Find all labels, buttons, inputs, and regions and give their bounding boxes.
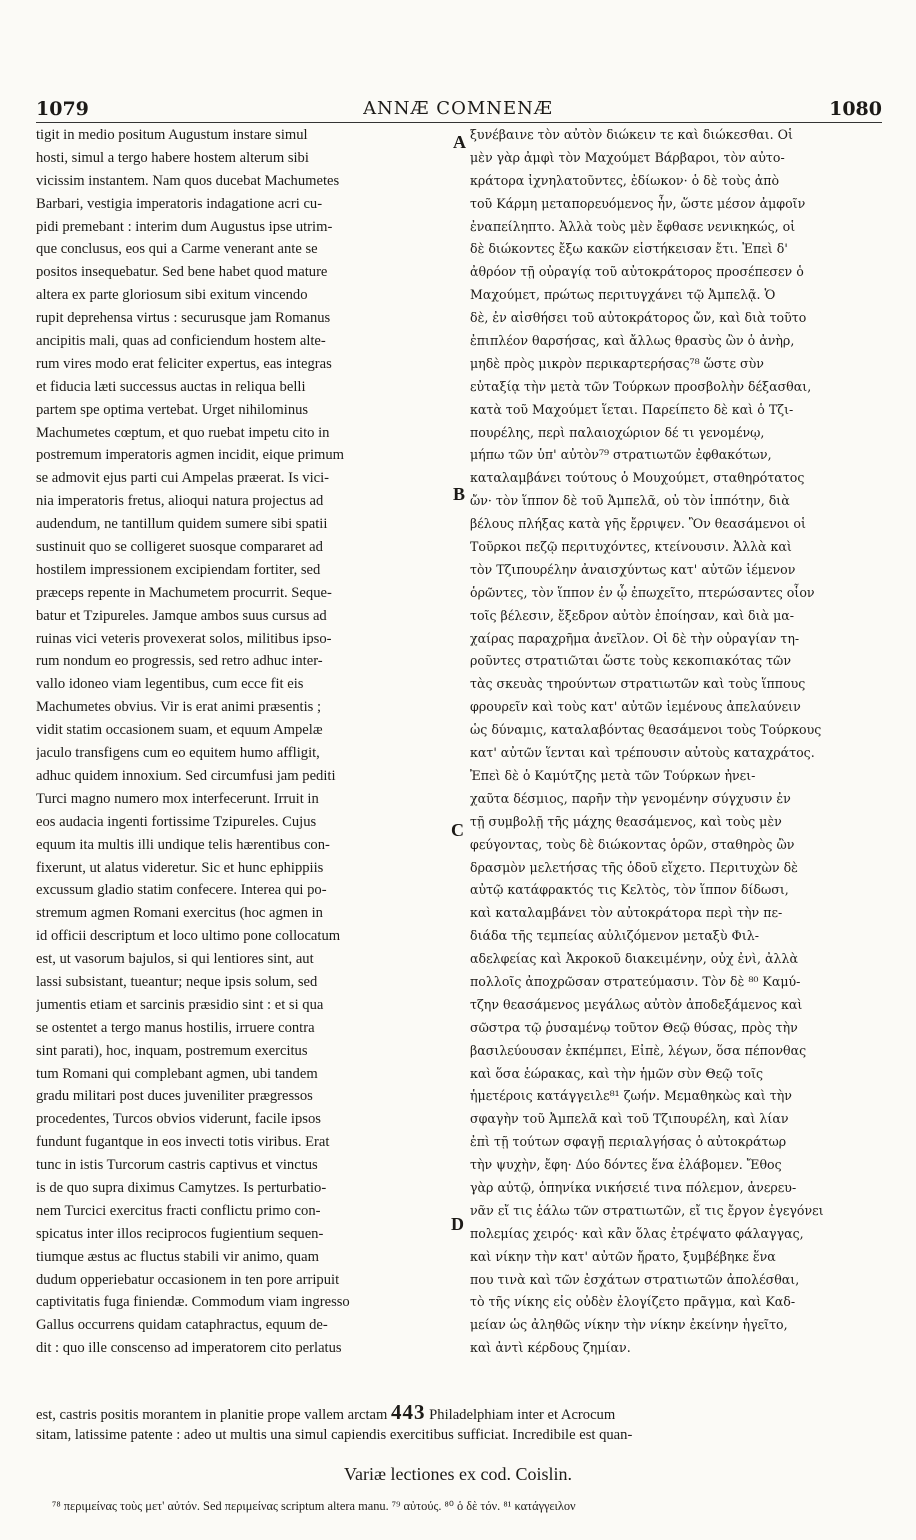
greek-line: φεύγοντας, τοὺς δὲ διώκοντας ὁρῶν, σταθηρὸς ὢν	[470, 836, 795, 852]
full-width-line: sitam, latissime patente : adeo ut multis una simul capiendis exercitibus sufficiat. Incredibile est quan-	[36, 1426, 633, 1443]
greek-line: Ἐπεὶ δὲ ὁ Καμύτζης μετὰ τῶν Τούρκων ἠνει-	[470, 767, 756, 783]
greek-line: τζην θεασάμενος μεγάλως αὐτὸν ἀποδεξάμενος καὶ	[470, 996, 803, 1012]
latin-line: vidit statim occasionem suam, et equum Ampelæ	[36, 722, 323, 739]
greek-line: τὸ τῆς νίκης εἰς οὐδὲν ἐλογίζετο πρᾶγμα, καὶ Καδ-	[470, 1294, 796, 1310]
latin-line: pidi premebant : interim dum Augustus ipse utrim-	[36, 218, 333, 235]
latin-line: gradu militari post duces juveniliter prægressos	[36, 1088, 313, 1105]
page-header	[0, 98, 916, 122]
latin-line: excussum gladio statim confecere. Interea qui po-	[36, 882, 327, 899]
greek-line: γὰρ αὐτῷ, ὁπηνίκα νικήσειέ τινα πόλεμον, ἀνερευ-	[470, 1179, 797, 1195]
margin-marker-b: B	[453, 484, 466, 504]
latin-line: is de quo supra diximus Camytzes. Is perturbatio-	[36, 1179, 327, 1196]
header-rule	[36, 122, 882, 123]
greek-line: ἐπὶ τῇ τούτων σφαγῇ περιαλγήσας ὁ αὐτοκράτωρ	[470, 1134, 787, 1150]
greek-line: ὁρῶντες, τὸν ἵππον ἐν ᾧ ἐπωχεῖτο, πτερώσαντες οἷον	[470, 584, 815, 600]
latin-line: dit : quo ille conscenso ad imperatorem cito perlatus	[36, 1340, 342, 1357]
latin-line: postremum imperatoris agmen incidit, eique primum	[36, 447, 345, 464]
latin-line: que conclusus, eos qui a Carme venerant ante se	[36, 241, 318, 258]
greek-line: δὲ διώκοντες ἔξω κακῶν εἱστήκεισαν ἔτι. Ἐπεὶ δ'	[470, 241, 788, 257]
greek-line: σφαγὴν τοῦ Ἀμπελᾶ καὶ τοῦ Τζιπουρέλη, καὶ λίαν	[470, 1111, 789, 1127]
greek-line: χαίρας παραχρῆμα ἀνεῖλον. Οἱ δὲ τὴν οὐραγίαν τη-	[470, 630, 800, 646]
greek-line: μηδὲ πρὸς μικρὸν περικαρτερήσας⁷⁸ ὥστε σὺν	[470, 355, 764, 371]
latin-line: Turci magno numero mox interfecerunt. Irruit in	[36, 790, 319, 807]
greek-line: πολλοῖς ἀποχρῶσαν στρατεύμασιν. Τὸν δὲ ⁸⁰ Καμύ-	[470, 973, 801, 989]
greek-line: κατὰ τοῦ Μαχούμετ ἵεται. Παρείπετο δὲ καὶ ὁ Τζι-	[470, 401, 794, 417]
latin-line: et fiducia læti successus auctas in reliqua belli	[36, 378, 306, 395]
greek-line: κράτορα ἰχνηλατοῦντες, ἐδίωκον· ὁ δὲ τοὺς ἀπὸ	[470, 172, 780, 188]
greek-line: τοῖς βέλεσιν, ἔξεδρον αὐτὸν ἐποίησαν, καὶ διὰ μα-	[470, 607, 795, 623]
latin-line: audendum, ne tantillum quidem sumere sibi spatii	[36, 516, 328, 533]
latin-line: se ostentet a tergo manus hostilis, irruere contra	[36, 1019, 315, 1036]
greek-line: τὴν ψυχὴν, ἔφη· Δύο δόντες ἕνα ἐλάβομεν. Ἔθος	[470, 1157, 782, 1173]
latin-line: captivitatis fuga finiendæ. Commodum viam ingresso	[36, 1294, 350, 1311]
latin-line: ancipitis mali, quas ad conficiendum hostem alte-	[36, 333, 326, 350]
latin-line: eos audacia ingenti fortissime Tzipureles. Cujus	[36, 813, 317, 830]
latin-line: rupit deprehensa virtus : securusque jam Romanus	[36, 310, 331, 327]
latin-line: tum Romani qui complebant agmen, ubi tandem	[36, 1065, 318, 1082]
latin-line: altera ex parte gloriosum sibi exitum vincendo	[36, 287, 308, 304]
margin-marker-c: C	[451, 820, 464, 840]
latin-line: jaculo transfigens cum eo equitem humo affligit,	[36, 745, 320, 762]
latin-line: tunc in istis Turcorum castris captivus et vinctus	[36, 1157, 318, 1174]
greek-line: καταλαμβάνει τούτους ὁ Μουχούμετ, σταθηρότατος	[470, 470, 805, 486]
greek-line: εὐταξίᾳ τὴν μετὰ τῶν Τούρκων προσβολὴν δέξασθαι,	[470, 378, 812, 394]
page-number-right: 1080	[829, 98, 882, 120]
latin-line: equum ita multis illi undique telis hærentibus con-	[36, 836, 330, 853]
latin-line: se admovit ejus parti cui Ampelas præerat. Is vici-	[36, 470, 330, 487]
greek-line: βασιλεύουσαν ἐκπέμπει, Εἰπὲ, λέγων, ὅσα πέπονθας	[470, 1042, 807, 1058]
signature-mark: 443	[391, 1401, 426, 1424]
latin-line: nia imperatoris fretus, alioqui natura projectus ad	[36, 493, 324, 510]
latin-line: tigit in medio positum Augustum instare simul	[36, 127, 308, 143]
greek-line: ἐπιπλέον θαρσήσας, καὶ ἄλλως θρασὺς ὢν ὁ ἀνὴρ,	[470, 333, 795, 349]
greek-line: διάδα τῆς τεμπείας αὐλιζόμενον μεταξὺ Φιλ-	[470, 928, 760, 944]
latin-line: stremum agmen Romani exercitus (hoc agmen in	[36, 905, 323, 922]
latin-line: hostilem impressionem excipiendam fortiter, sed	[36, 561, 321, 578]
latin-line: fundunt fugantque in eos invecti totis viribus. Erat	[36, 1134, 330, 1151]
latin-line: sint parati), hoc, inquam, postremum exercitus	[36, 1042, 308, 1059]
greek-line: ροῦντες στρατιῶται ὥστε τοὺς κεκοπιακότας τῶν	[470, 653, 791, 669]
latin-line: positos insequebatur. Sed bene habet quod mature	[36, 264, 328, 281]
greek-line: δρασμὸν μελετήσας τῆς ὁδοῦ εἴχετο. Περιτυχὼν δὲ	[470, 859, 798, 875]
greek-line: φρουρεῖν καὶ τοὺς κατ' αὐτῶν ἱεμένους ἀπελαύνειν	[470, 699, 801, 715]
latin-line: procedentes, Turcos obvios viderunt, facile ipsos	[36, 1111, 321, 1128]
greek-line: μήπω τῶν ὑπ' αὐτὸν⁷⁹ στρατιωτῶν ἐφθακότων,	[470, 447, 772, 463]
greek-line: μείαν ὡς ἀληθῶς νίκην τὴν νίκην ἐκείνην ἡγεῖτο,	[470, 1317, 788, 1333]
greek-line: σῶστρα τῷ ῥυσαμένῳ τοῦτον Θεῷ θύσας, πρὸς τὴν	[470, 1019, 798, 1035]
latin-line: fixerunt, ut alatus videretur. Sic et hunc ephippiis	[36, 859, 324, 876]
latin-line: sustinuit quo se colligeret suosque compararet ad	[36, 539, 323, 556]
latin-line: ruinas vici veteris provexerat solos, militibus ipso-	[36, 630, 332, 647]
greek-line: ὤν· τὸν ἵππον δὲ τοῦ Ἀμπελᾶ, οὐ τὸν ἱππότην, διὰ	[470, 493, 790, 509]
latin-line: præceps repente in Machumetem procurrit. Seque-	[36, 584, 332, 601]
greek-line: καὶ ἀντὶ κέρδους ζημίαν.	[470, 1340, 631, 1356]
greek-line: καὶ ὅσα ἑώρακας, καὶ τὴν ἡμῶν σὺν Θεῷ τοῖς	[470, 1065, 764, 1081]
greek-line: πουρέλης, περὶ παλαιοχώριον δέ τι γενομένῳ,	[470, 424, 765, 440]
greek-line: δὲ, ἐν αἰσθήσει τοῦ αὐτοκράτορος ὤν, καὶ διὰ τοῦτο	[470, 310, 807, 326]
greek-line: τὸν Τζιπουρέλην ἀναισχύντως κατ' αὐτῶν ἱέμενον	[470, 561, 796, 577]
greek-line: νᾶν εἴ τις ἑάλω τῶν στρατιωτῶν, εἴ τις ἔργον ἐγεγόνει	[470, 1202, 824, 1218]
latin-line: partem spe optima vertebat. Urget nihilominus	[36, 401, 309, 418]
greek-column	[470, 124, 882, 1360]
latin-line: jumentis etiam et sarcinis præsidio sint : et si qua	[36, 996, 324, 1013]
latin-line: Gallus occurrens quidam cataphractus, equum de-	[36, 1317, 328, 1334]
greek-line: που τινὰ καὶ τῶν ἐσχάτων στρατιωτῶν ἀπολέσθαι,	[470, 1271, 800, 1287]
running-title: ANNÆ COMNENÆ	[363, 98, 553, 119]
latin-line: Barbari, vestigia imperatoris indagatione acri cu-	[36, 195, 323, 212]
full-width-lines	[36, 1401, 884, 1447]
latin-line: dudum opperiebatur occasionem in ten pore arripuit	[36, 1271, 340, 1288]
greek-line: καὶ καταλαμβάνει τὸν αὐτοκράτορα περὶ τὴν πε-	[470, 905, 783, 921]
greek-line: αδελφείας καὶ Ἀκροκοῦ διακειμένην, οὐχ ἐνὶ, ἀλλὰ	[470, 951, 798, 967]
latin-line: rum nondum eo progressis, sed retro adhuc inter-	[36, 653, 323, 670]
margin-marker-d: D	[451, 1214, 464, 1234]
latin-line: nem Turcici exercitus fracti conflictu primo con-	[36, 1202, 321, 1219]
latin-column	[36, 124, 448, 1360]
greek-line: Τοῦρκοι πεζῷ περιτυχόντες, κτείνουσιν. Ἀλλὰ καὶ	[470, 539, 792, 555]
greek-line: βέλους πλήξας κατὰ γῆς ἔρριψεν. Ὃν θεασάμενοι οἱ	[470, 516, 806, 532]
greek-line: πολεμίας χειρός· καὶ κἂν ὅλας ἐτρέψατο φάλαγγας,	[470, 1225, 804, 1241]
variants-heading: Variæ lectiones ex cod. Coislin.	[344, 1464, 572, 1484]
greek-line: τὰς σκευὰς τηρούντων στρατιωτῶν καὶ τοὺς ἵππους	[470, 676, 806, 692]
greek-line: ἐναπείληπτο. Ἀλλὰ τοὺς μὲν ἔφθασε νενικηκώς, οἱ	[470, 218, 796, 234]
greek-line: τῇ συμβολῇ τῆς μάχης θεασάμενος, καὶ τοὺς μὲν	[470, 813, 782, 829]
latin-line: rum vires modo erat feliciter expertus, eas integras	[36, 355, 332, 372]
latin-line: Machumetes cœptum, et quo ruebat impetu cito in	[36, 424, 330, 441]
latin-line: vallo idoneo viam legentibus, cum ecce fit eis	[36, 676, 304, 693]
latin-line: batur et Tzipureles. Jamque ambos suus cursus ad	[36, 607, 327, 624]
greek-line: ἀθρόον τῇ οὐραγίᾳ τοῦ αὐτοκράτορος προσέπεσεν ὁ	[470, 264, 804, 280]
latin-line: adhuc quidem innoxium. Sed circumfusi jam pediti	[36, 767, 336, 784]
latin-line: hosti, simul a tergo habere hostem alterum sibi	[36, 149, 309, 166]
greek-line: αὐτῷ κατάφρακτός τις Κελτὸς, τὸν ἵππον δίδωσι,	[470, 882, 789, 898]
latin-line: id officii descriptum et loco ultimo pone collocatum	[36, 928, 341, 945]
latin-line: Machumetes obvius. Vir is erat animi præsentis ;	[36, 699, 322, 716]
latin-line: est, ut vasorum bajulos, si qui lentiores sint, aut	[36, 951, 314, 968]
greek-line: χαῦτα δέσμιος, παρῆν τὴν γενομένην σύγχυσιν ἐν	[470, 790, 791, 806]
margin-marker-a: A	[453, 132, 466, 152]
variants-footnote: ⁷⁸ περιμείνας τοὺς μετ' αὐτόν. Sed περιμείνας scriptum altera manu. ⁷⁹ αὐτούς. ⁸⁰ ὁ δὲ τόν. ⁸¹ κατάγγειλον	[52, 1499, 576, 1513]
greek-line: κατ' αὐτῶν ἵενται καὶ τρέπουσιν αὐτοὺς καταχράτος.	[470, 745, 815, 761]
latin-line: vicissim instantem. Nam quos ducebat Machumetes	[36, 172, 340, 189]
greek-line: ἡμετέροις κατάγγειλε⁸¹ ζωήν. Μεμαθηκὼς καὶ τὴν	[470, 1088, 792, 1104]
latin-line: tiumque æstus ac fluctus stabili vir animo, quam	[36, 1248, 319, 1265]
greek-line: ὡς δύναμις, καταλαβόντας θεασάμενοι τοὺς Τούρκους	[470, 722, 822, 738]
greek-line: ξυνέβαινε τὸν αὐτὸν διώκειν τε καὶ διώκεσθαι. Οἱ	[470, 127, 793, 142]
full-width-line: est, castris positis morantem in planitie prope vallem arctam 443 Philadelphiam inter et Acrocum	[36, 1401, 616, 1424]
page-number-left: 1079	[36, 98, 89, 120]
greek-line: τοῦ Κάρμη μεταπορευόμενος ἦν, ὥστε μέσον ἀμφοῖν	[470, 195, 806, 211]
latin-line: spicatus inter illos reciprocos fugientium sequen-	[36, 1225, 324, 1242]
greek-line: μὲν γὰρ ἀμφὶ τὸν Μαχούμετ Βάρβαροι, τὸν αὐτο-	[470, 149, 785, 165]
latin-line: lassi subsistant, tueantur; neque ipsis solum, sed	[36, 973, 318, 990]
greek-line: καὶ νίκην τὴν κατ' αὐτῶν ἤρατο, ξυμβέβηκε ἕνα	[470, 1248, 776, 1264]
greek-line: Μαχούμετ, πρώτως περιτυγχάνει τῷ Ἀμπελᾷ. Ὁ	[470, 287, 776, 303]
